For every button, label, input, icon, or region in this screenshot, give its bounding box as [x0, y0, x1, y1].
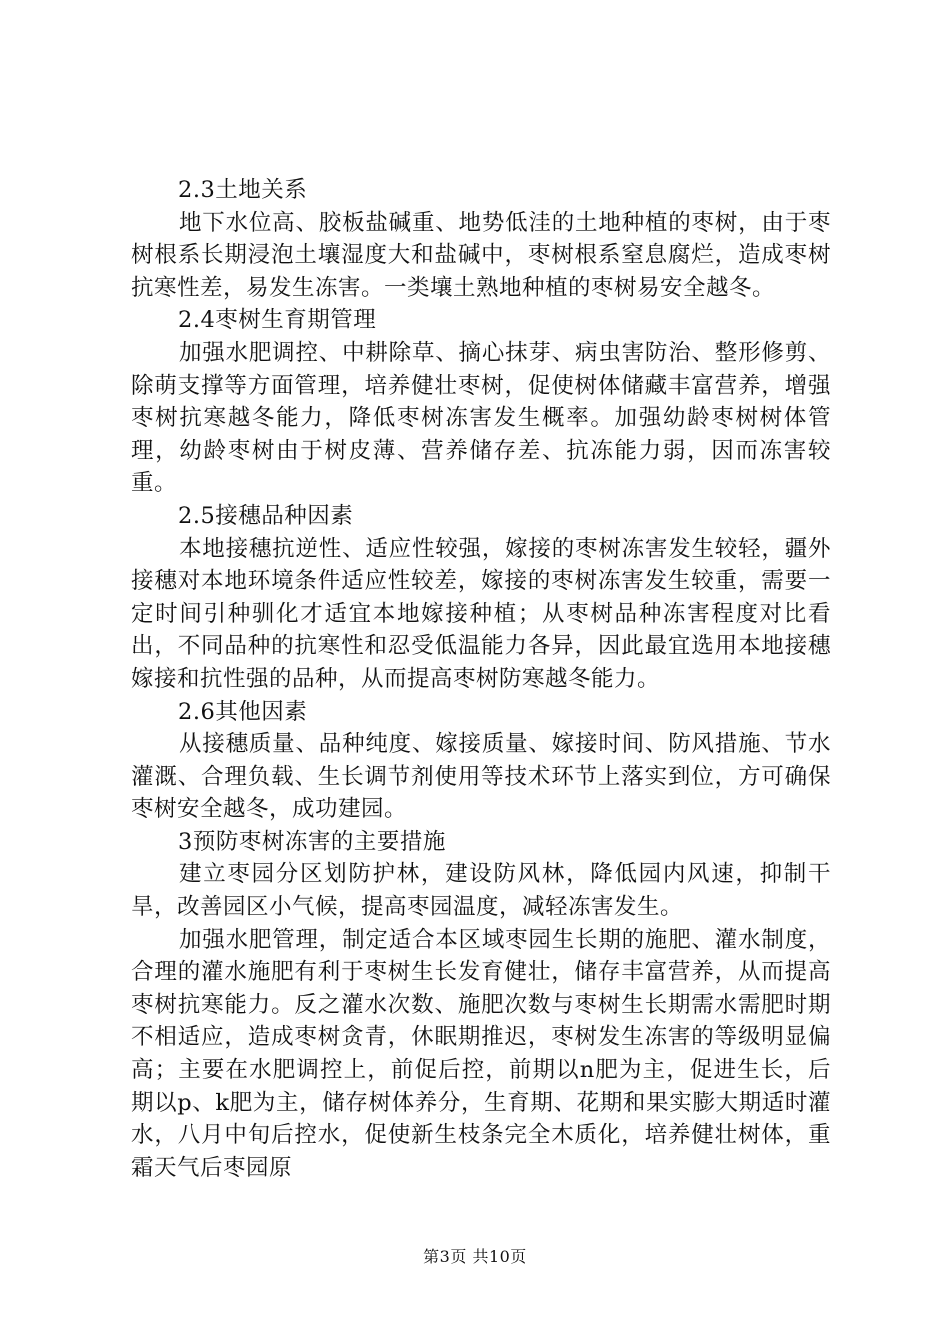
section-heading: 2.4枣树生育期管理: [178, 307, 377, 334]
body-paragraph: 加强水肥调控、中耕除草、摘心抹芽、病虫害防治、整形修剪、除萌支撑等方面管理，培养健壮枣树，促使树体储藏丰富营养，增强枣树抗寒越冬能力，降低枣树冻害发生概率。加强幼龄枣树树体管理，幼龄枣树由于树皮薄、营养储存差、抗冻能力弱，因而冻害较重。: [131, 339, 831, 497]
body-paragraph: 从接穗质量、品种纯度、嫁接质量、嫁接时间、防风措施、节水灌溉、合理负载、生长调节剂使用等技术环节上落实到位，方可确保枣树安全越冬，成功建园。: [131, 731, 831, 823]
body-paragraph: 加强水肥管理，制定适合本区域枣园生长期的施肥、灌水制度，合理的灌水施肥有利于枣树生长发育健壮，储存丰富营养，从而提高枣树抗寒能力。反之灌水次数、施肥次数与枣树生长期需水需肥时期不相适应，造成枣树贪青，休眠期推迟，枣树发生冻害的等级明显偏高；主要在水肥调控上，前促后控，前期以n肥为主，促进生长，后期以p、k肥为主，储存树体养分，生育期、花期和果实膨大期适时灌水，八月中旬后控水，促使新生枝条完全木质化，培养健壮树体，重霜天气后枣园原: [131, 926, 831, 1181]
section-heading: 3预防枣树冻害的主要措施: [178, 828, 446, 855]
body-paragraph: 建立枣园分区划防护林，建设防风林，降低园内风速，抑制干旱，改善园区小气候，提高枣园温度，减轻冻害发生。: [131, 861, 831, 921]
body-paragraph: 本地接穗抗逆性、适应性较强，嫁接的枣树冻害发生较轻，疆外接穗对本地环境条件适应性较差，嫁接的枣树冻害发生较重，需要一定时间引种驯化才适宜本地嫁接种植；从枣树品种冻害程度对比看出，不同品种的抗寒性和忍受低温能力各异，因此最宜选用本地接穗嫁接和抗性强的品种，从而提高枣树防寒越冬能力。: [131, 535, 831, 692]
section-heading: 2.5接穗品种因素: [178, 502, 354, 529]
section-heading: 2.6其他因素: [178, 698, 308, 725]
document-body: [131, 174, 831, 1184]
body-paragraph: 地下水位高、胶板盐碱重、地势低洼的土地种植的枣树，由于枣树根系长期浸泡土壤湿度大和盐碱中，枣树根系窒息腐烂，造成枣树抗寒性差，易发生冻害。一类壤土熟地种植的枣树易安全越冬。: [131, 209, 831, 301]
section-heading: 2.3土地关系: [178, 177, 308, 203]
page-number-footer: 第3页 共10页: [423, 1247, 527, 1266]
